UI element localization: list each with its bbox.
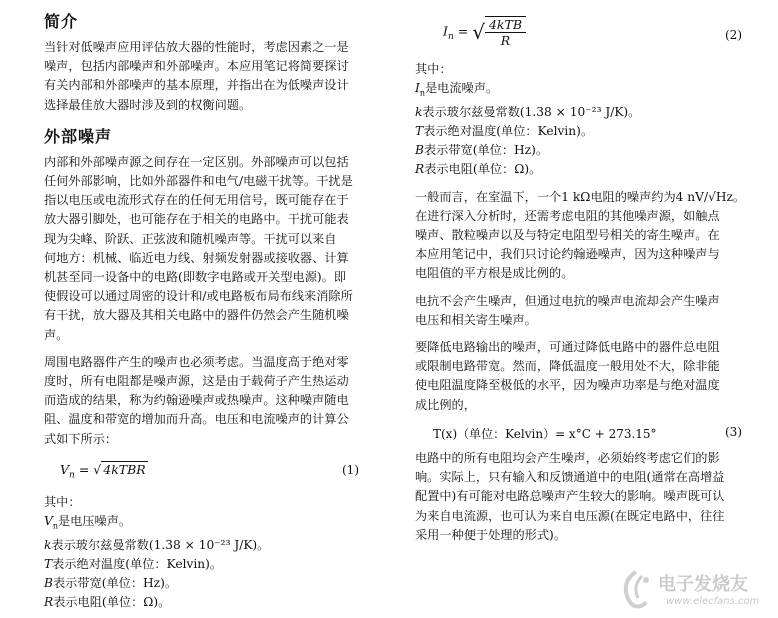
text-line: 选择最佳放大器时涉及到的权衡问题。	[44, 97, 252, 112]
text-line: 为来自电流源，也可认为来自电压源(在既定电路中，往往	[415, 508, 725, 523]
text-line: 噪声，包括内部噪声和外部噪声。本应用笔记将简要探讨	[44, 59, 349, 74]
paragraph-1	[44, 153, 372, 345]
eq2-numerator: 4kTB	[485, 17, 526, 33]
equation-1	[44, 453, 372, 487]
definitions-2	[415, 60, 745, 180]
def-line: B表示带宽(单位：Hz)。	[44, 576, 178, 591]
text-line: 声。	[44, 327, 69, 342]
watermark-logo-icon	[616, 568, 656, 612]
text-line: 配置中)有可能对电路总噪声产生较大的影响。噪声既可认	[415, 489, 725, 504]
eq1-equals: =	[78, 461, 90, 477]
sqrt-icon: √	[93, 461, 102, 477]
def-line: k表示玻尔兹曼常数(1.38 × 10⁻²³ J/K)。	[415, 104, 641, 119]
text-line: 要降低电路输出的噪声，可通过降低电路中的器件总电阻	[415, 340, 720, 355]
eq3-number: (3)	[725, 424, 742, 439]
paragraph-4	[415, 292, 745, 330]
text-line: 现为尖峰、阶跃、正弦波和随机噪声等。干扰可以来自	[44, 231, 337, 246]
def-line: T表示绝对温度(单位：Kelvin)。	[415, 124, 594, 139]
heading-intro: 简介	[44, 12, 79, 31]
paragraph-3	[415, 188, 745, 284]
text-line: 何地方：机械、临近电力线、射频发射器或接收器、计算	[44, 250, 349, 265]
def-line: k表示玻尔兹曼常数(1.38 × 10⁻²³ J/K)。	[44, 537, 270, 552]
text-line: 成比例的，	[415, 397, 476, 412]
def-line: T表示绝对温度(单位：Kelvin)。	[44, 556, 223, 571]
text-line: 式如下所示：	[44, 431, 118, 446]
text-line: 电阻值的平方根是成比例的。	[415, 266, 574, 281]
heading-external-noise: 外部噪声	[44, 126, 113, 146]
watermark	[616, 568, 766, 614]
text-line: 当针对低噪声应用评估放大器的性能时，考虑因素之一是	[44, 40, 349, 54]
text-line: 或限制电路带宽。然而，降低温度一般用处不大，除非能	[415, 359, 720, 374]
text-line: 指以电压或电流形式存在的任何无用信号，既可能存在于	[44, 193, 349, 208]
text-line: 在进行深入分析时，还需考虑电阻的其他噪声源，如触点	[415, 208, 720, 223]
def-line: $V_n$是电压噪声。	[44, 514, 132, 531]
eq2-sub: n	[447, 32, 454, 42]
text-line: 噪声、散粒噪声以及与特定电阻型号相关的寄生噪声。在	[415, 228, 720, 243]
eq2-lhs: I	[443, 23, 448, 39]
left-column	[44, 0, 372, 613]
eq1-lhs: V	[60, 461, 70, 477]
text-line: 内部和外部噪声源之间存在一定区别。外部噪声可以包括	[44, 154, 349, 169]
text-line: 机甚至同一设备中的电路(即数字电路或开关型电源)。即	[44, 270, 347, 285]
text-line: 响。实际上，只有输入和反馈通道中的电阻(通常在高增益	[415, 470, 725, 485]
text-line: 任何外部影响，比如外部器件和电气/电磁干扰等。干扰是	[44, 174, 353, 189]
text-line: 周围电路器件产生的噪声也必须考虑。当温度高于绝对零	[44, 354, 349, 369]
eq1-sub: n	[69, 470, 75, 481]
eq2-fraction	[485, 16, 526, 48]
text-line: 放大器引脚处，也可能存在于相关的电路中。干扰可能表	[44, 212, 349, 227]
text-line: 电压和相关寄生噪声。	[415, 312, 537, 327]
text-line: 使假设可以通过周密的设计和/或电路板布局布线来消除所	[44, 289, 353, 304]
paragraph-6	[415, 449, 745, 545]
def-line: B表示带宽(单位：Hz)。	[415, 143, 549, 158]
text-line: 使电阻温度降至极低的水平，因为噪声功率是与绝对温度	[415, 378, 720, 393]
text-line: 电路中的所有电阻均会产生噪声，必须始终考虑它们的影	[415, 450, 720, 465]
def-line: R表示电阻(单位：Ω)。	[44, 595, 171, 610]
paragraph-2	[44, 353, 372, 449]
eq2-number: (2)	[725, 28, 742, 42]
intro-paragraph	[44, 38, 372, 115]
paragraph-5	[415, 338, 745, 415]
text-line: 一般而言，在室温下，一个1 kΩ电阻的噪声约为4 nV/√Hz。	[415, 189, 746, 204]
equation-2	[415, 12, 745, 56]
where-label: 其中：	[44, 494, 81, 509]
text-line: 采用一种便于处理的形式)。	[415, 527, 567, 542]
sqrt-icon: √	[472, 20, 485, 44]
equation-3	[415, 417, 745, 447]
watermark-text: 电子发烧友	[658, 574, 748, 595]
where-label: 其中：	[415, 62, 452, 76]
text-line: 度时，所有电阻都是噪声源，这是由于载荷子产生热运动	[44, 374, 349, 389]
eq2-equals: =	[457, 23, 469, 39]
eq2-denominator: R	[500, 33, 511, 48]
text-line: 本应用笔记中，我们只讨论约翰逊噪声，因为这种噪声与	[415, 247, 720, 262]
right-column	[415, 0, 745, 545]
def-line: R表示电阻(单位：Ω)。	[415, 162, 542, 177]
watermark-url: www.elecfans.com	[666, 596, 760, 607]
def-line: $I_n$是电流噪声。	[415, 81, 499, 98]
text-line: 而造成的结果，称为约翰逊噪声或热噪声。这种噪声随电	[44, 393, 349, 408]
text-line: 有关内部和外部噪声的基本原理，并指出在为低噪声设计	[44, 78, 349, 93]
text-line: 阻、温度和带宽的增加而升高。电压和电流噪声的计算公	[44, 412, 349, 427]
definitions-1	[44, 493, 372, 613]
eq1-number: (1)	[342, 462, 359, 477]
eq3-text: T(x)（单位：Kelvin）= x°C + 273.15°	[433, 426, 657, 441]
eq1-rhs: 4kTBR	[103, 461, 146, 477]
text-line: 有干扰，放大器及其相关电路中的器件仍然会产生随机噪	[44, 308, 349, 323]
text-line: 电抗不会产生噪声，但通过电抗的噪声电流却会产生噪声	[415, 293, 720, 308]
